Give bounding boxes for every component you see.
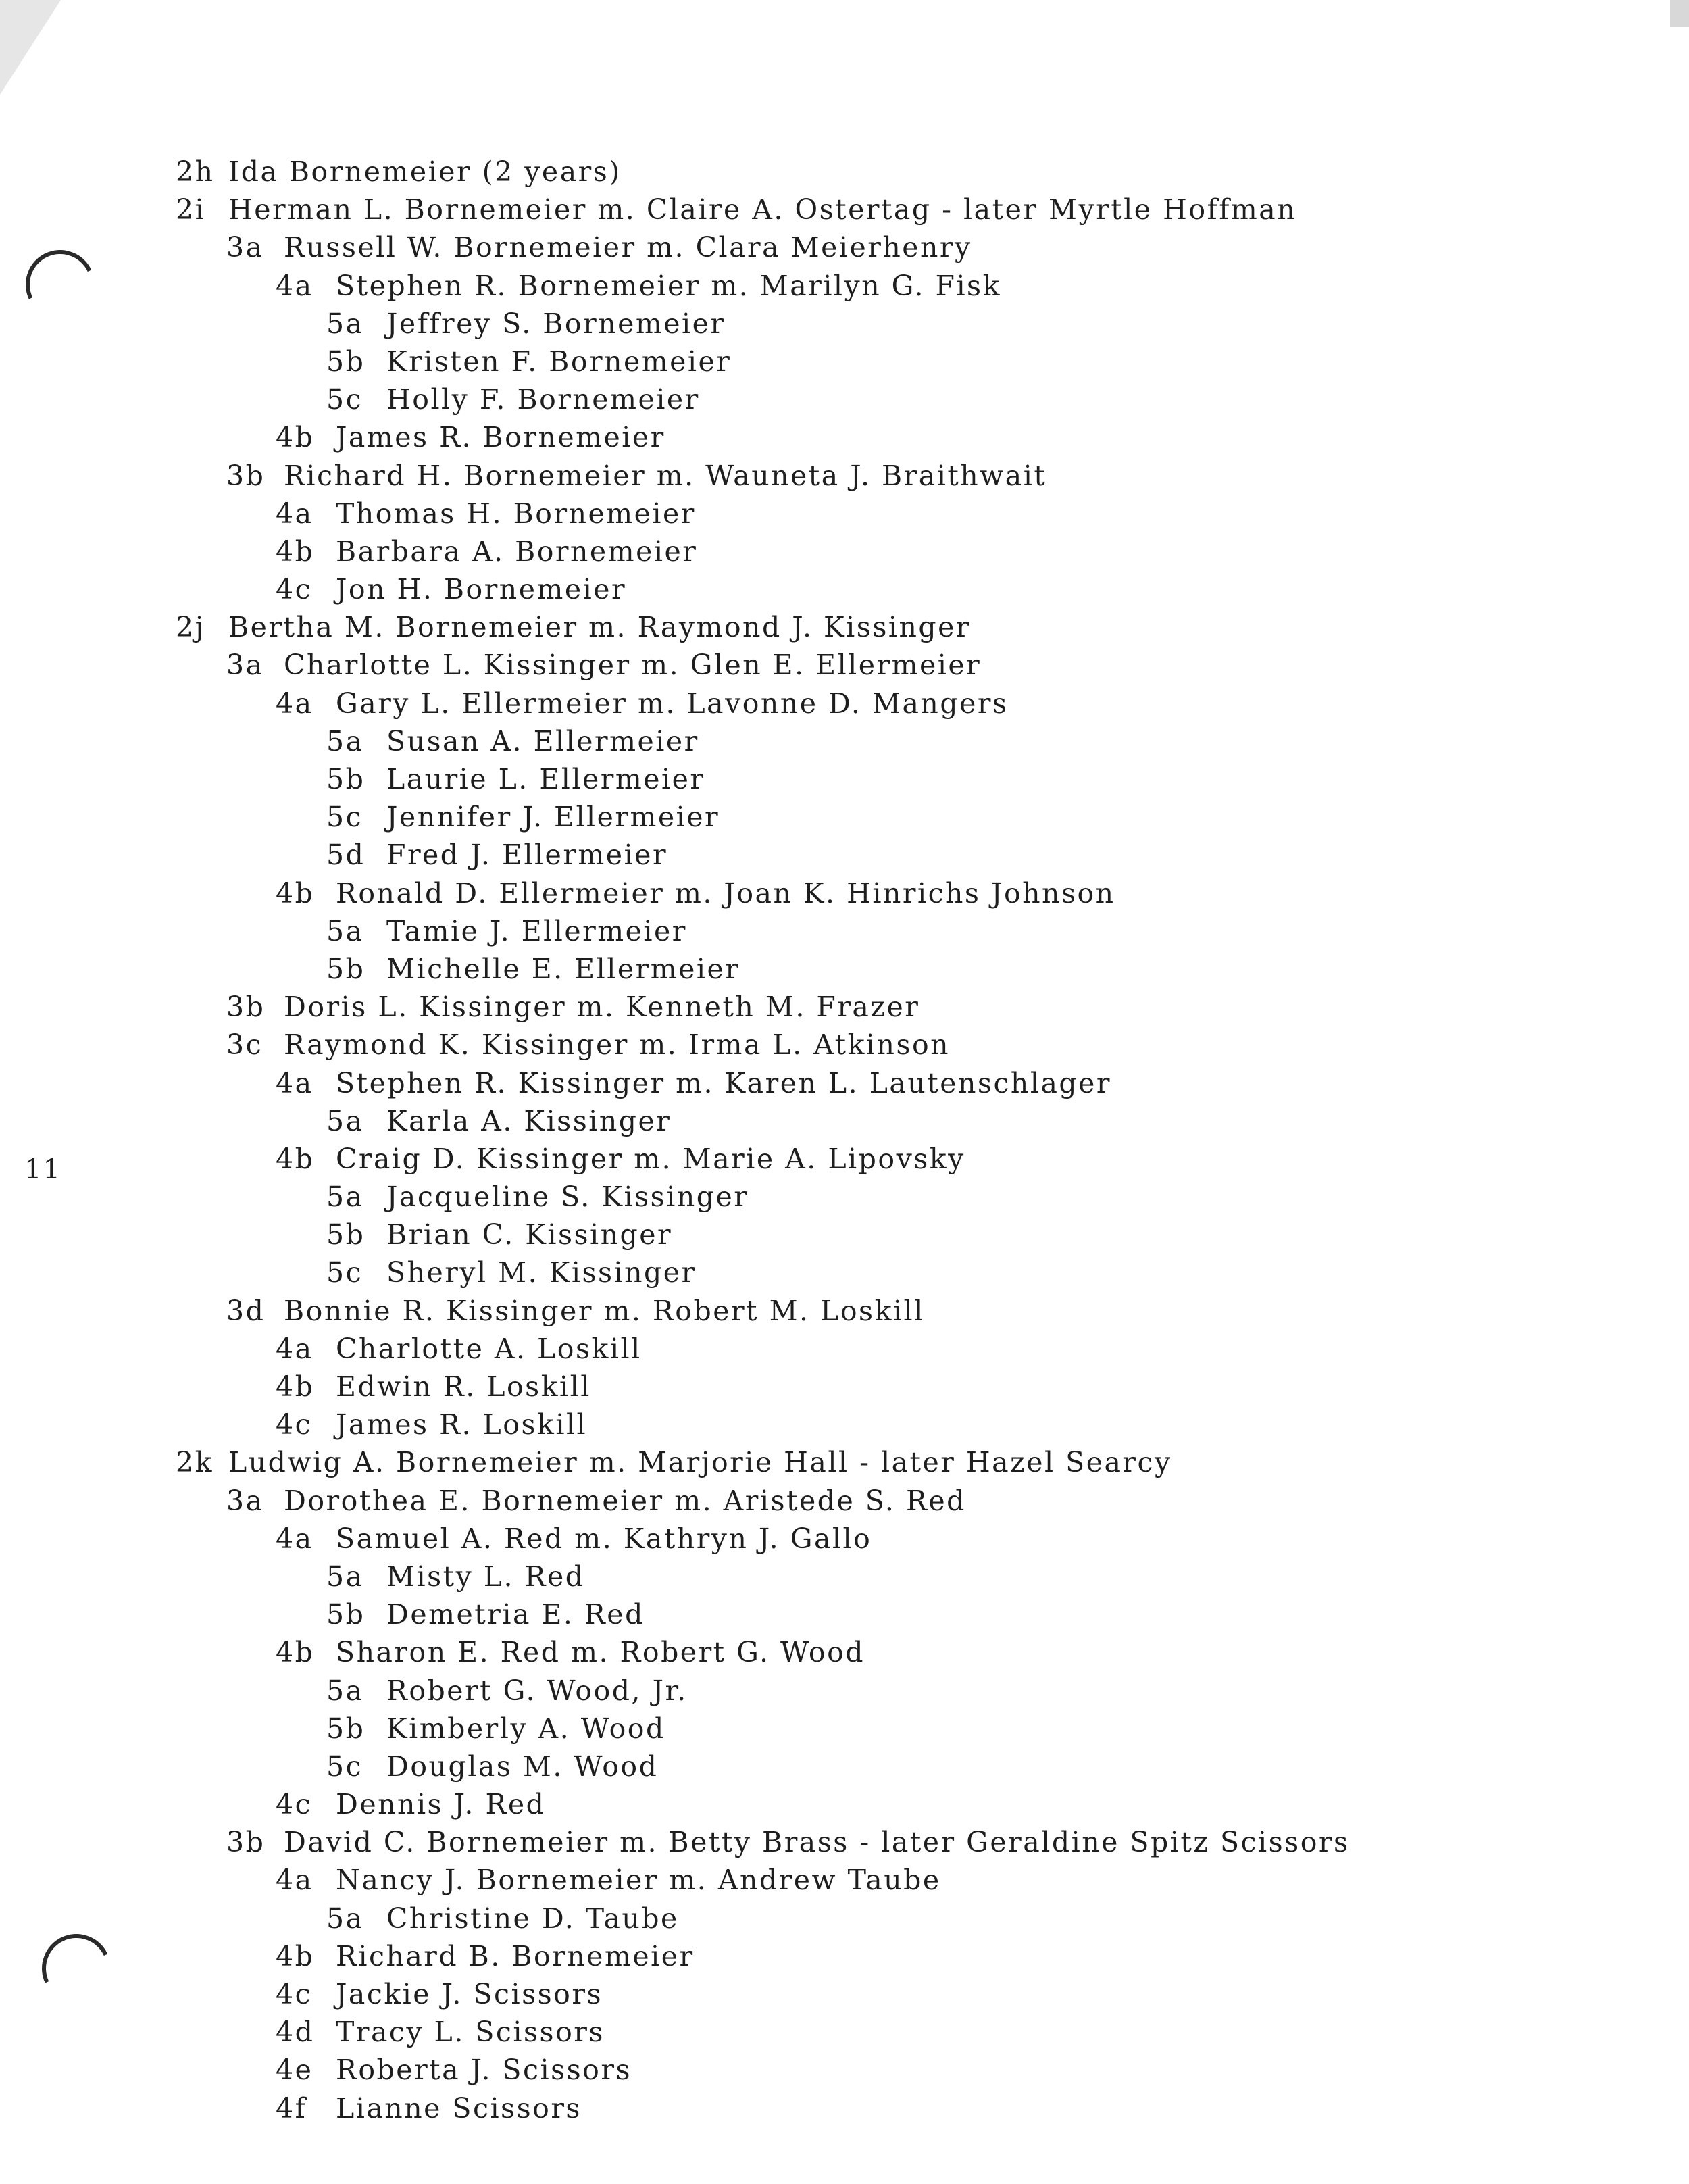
person-name: Jennifer J. Ellermeier <box>386 801 720 834</box>
person-name: Susan A. Ellermeier <box>386 724 699 758</box>
generation-code: 4e <box>276 2054 313 2087</box>
person-name: Fred J. Ellermeier <box>386 839 668 872</box>
generation-code: 4b <box>276 421 315 454</box>
genealogy-entry <box>0 421 1689 459</box>
person-name: Sharon E. Red m. Robert G. Wood <box>336 1636 865 1669</box>
genealogy-entry <box>0 1788 1689 1826</box>
generation-code: 5a <box>326 1181 364 1214</box>
genealogy-entry <box>0 270 1689 307</box>
genealogy-entry <box>0 1333 1689 1370</box>
genealogy-entry <box>0 1181 1689 1218</box>
genealogy-entry <box>0 953 1689 991</box>
genealogy-entry <box>0 231 1689 269</box>
generation-code: 3d <box>226 1294 266 1327</box>
generation-code: 5d <box>326 839 365 872</box>
person-name: Bonnie R. Kissinger m. Robert M. Loskill <box>284 1294 925 1327</box>
genealogy-entry <box>0 1560 1689 1598</box>
person-name: Herman L. Bornemeier m. Claire A. Ostertag - later Myrtle Hoffman <box>228 193 1297 226</box>
generation-code: 5b <box>326 1598 365 1631</box>
genealogy-entry <box>0 1598 1689 1636</box>
generation-code: 5a <box>326 1104 364 1137</box>
genealogy-entry <box>0 193 1689 231</box>
genealogy-entry <box>0 1826 1689 1864</box>
person-name: Russell W. Bornemeier m. Clara Meierhenry <box>284 231 972 264</box>
generation-code: 4a <box>276 497 313 530</box>
person-name: Douglas M. Wood <box>386 1749 659 1783</box>
generation-code: 4b <box>276 1142 315 1175</box>
genealogy-entry <box>0 345 1689 383</box>
person-name: Charlotte L. Kissinger m. Glen E. Ellermeier <box>284 649 982 682</box>
person-name: Doris L. Kissinger m. Kenneth M. Frazer <box>284 991 920 1024</box>
person-name: Karla A. Kissinger <box>386 1104 672 1137</box>
person-name: Ida Bornemeier (2 years) <box>228 155 622 188</box>
person-name: Bertha M. Bornemeier m. Raymond J. Kissinger <box>228 611 972 644</box>
genealogy-entry <box>0 1485 1689 1522</box>
genealogy-entry <box>0 1750 1689 1788</box>
person-name: Edwin R. Loskill <box>336 1370 591 1403</box>
person-name: Misty L. Red <box>386 1560 585 1593</box>
generation-code: 5b <box>326 952 365 985</box>
generation-code: 5c <box>326 801 363 834</box>
genealogy-entry <box>0 460 1689 497</box>
person-name: Kristen F. Bornemeier <box>386 345 732 378</box>
person-name: Robert G. Wood, Jr. <box>386 1674 688 1707</box>
genealogy-entry <box>0 1105 1689 1143</box>
person-name: Raymond K. Kissinger m. Irma L. Atkinson <box>284 1028 951 1062</box>
person-name: Thomas H. Bornemeier <box>336 497 696 530</box>
generation-code: 4a <box>276 1066 313 1099</box>
generation-code: 4c <box>276 1788 313 1821</box>
person-name: Craig D. Kissinger m. Marie A. Lipovsky <box>336 1142 965 1175</box>
generation-code: 3a <box>226 1484 264 1517</box>
person-name: Dennis J. Red <box>336 1788 546 1821</box>
person-name: Richard H. Bornemeier m. Wauneta J. Braithwait <box>284 459 1047 492</box>
genealogy-entry <box>0 1256 1689 1294</box>
generation-code: 3a <box>226 231 264 264</box>
person-name: David C. Bornemeier m. Betty Brass - later Geraldine Spitz Scissors <box>284 1826 1350 1859</box>
generation-code: 2k <box>176 1446 213 1479</box>
genealogy-entry <box>0 1295 1689 1333</box>
generation-code: 5a <box>326 724 364 758</box>
person-name: Tamie J. Ellermeier <box>386 914 687 947</box>
person-name: Barbara A. Bornemeier <box>336 535 698 568</box>
genealogy-entry <box>0 1143 1689 1181</box>
genealogy-entry <box>0 877 1689 915</box>
generation-code: 2j <box>176 611 205 644</box>
generation-code: 4c <box>276 1408 313 1441</box>
person-name: Samuel A. Red m. Kathryn J. Gallo <box>336 1522 872 1555</box>
person-name: Michelle E. Ellermeier <box>386 952 740 985</box>
genealogy-entry <box>0 725 1689 763</box>
genealogy-entry <box>0 1370 1689 1408</box>
generation-code: 3b <box>226 1826 266 1859</box>
generation-code: 3b <box>226 459 266 492</box>
scan-edge-shadow <box>1670 0 1689 27</box>
genealogy-entry <box>0 1712 1689 1750</box>
person-name: Ludwig A. Bornemeier m. Marjorie Hall - later Hazel Searcy <box>228 1446 1172 1479</box>
genealogy-entry <box>0 611 1689 649</box>
genealogy-entry <box>0 763 1689 801</box>
generation-code: 5b <box>326 1712 365 1745</box>
generation-code: 5a <box>326 1902 364 1935</box>
person-name: Ronald D. Ellermeier m. Joan K. Hinrichs Johnson <box>336 876 1115 910</box>
generation-code: 4b <box>276 1636 315 1669</box>
person-name: Christine D. Taube <box>386 1902 679 1935</box>
generation-code: 4c <box>276 1978 313 2010</box>
person-name: Stephen R. Bornemeier m. Marilyn G. Fisk <box>336 269 1001 302</box>
generation-code: 3c <box>226 1028 263 1062</box>
person-name: Jackie J. Scissors <box>336 1978 603 2010</box>
person-name: Roberta J. Scissors <box>336 2054 632 2087</box>
person-name: Kimberly A. Wood <box>386 1712 665 1745</box>
genealogy-entry <box>0 307 1689 345</box>
generation-code: 4a <box>276 1522 313 1555</box>
genealogy-entry <box>0 1864 1689 1902</box>
genealogy-entry <box>0 839 1689 876</box>
genealogy-entry <box>0 687 1689 725</box>
person-name: Dorothea E. Bornemeier m. Aristede S. Red <box>284 1484 966 1517</box>
generation-code: 5a <box>326 1674 364 1707</box>
generation-code: 4a <box>276 1864 313 1897</box>
person-name: Holly F. Bornemeier <box>386 383 700 416</box>
generation-code: 4b <box>276 535 315 568</box>
person-name: Stephen R. Kissinger m. Karen L. Lautenschlager <box>336 1066 1112 1099</box>
genealogy-list <box>0 155 1689 2130</box>
generation-code: 4a <box>276 687 313 720</box>
generation-code: 5c <box>326 1256 363 1289</box>
generation-code: 4b <box>276 1370 315 1403</box>
person-name: Demetria E. Red <box>386 1598 645 1631</box>
generation-code: 4f <box>276 2091 307 2125</box>
page-number: 11 <box>24 1154 61 1185</box>
person-name: Brian C. Kissinger <box>386 1218 673 1251</box>
generation-code: 2h <box>176 155 215 188</box>
generation-code: 5c <box>326 1749 363 1783</box>
person-name: Jeffrey S. Bornemeier <box>386 307 726 340</box>
person-name: James R. Bornemeier <box>336 421 665 454</box>
generation-code: 5a <box>326 307 364 340</box>
genealogy-entry <box>0 1674 1689 1712</box>
generation-code: 5a <box>326 914 364 947</box>
genealogy-entry <box>0 573 1689 611</box>
genealogy-entry <box>0 497 1689 535</box>
generation-code: 4d <box>276 2016 315 2049</box>
genealogy-entry <box>0 1940 1689 1978</box>
genealogy-entry <box>0 1522 1689 1560</box>
person-name: Jon H. Bornemeier <box>336 573 627 606</box>
person-name: Tracy L. Scissors <box>336 2016 605 2049</box>
generation-code: 3b <box>226 991 266 1024</box>
person-name: Lianne Scissors <box>336 2091 582 2125</box>
genealogy-entry <box>0 1408 1689 1446</box>
person-name: Nancy J. Bornemeier m. Andrew Taube <box>336 1864 941 1897</box>
genealogy-entry <box>0 155 1689 193</box>
generation-code: 4c <box>276 573 313 606</box>
genealogy-entry <box>0 1978 1689 2016</box>
person-name: Jacqueline S. Kissinger <box>386 1181 749 1214</box>
genealogy-entry <box>0 915 1689 953</box>
person-name: Richard B. Bornemeier <box>336 1939 695 1972</box>
genealogy-entry <box>0 2054 1689 2091</box>
generation-code: 4a <box>276 269 313 302</box>
genealogy-entry <box>0 1446 1689 1484</box>
genealogy-entry <box>0 649 1689 687</box>
generation-code: 4a <box>276 1332 313 1365</box>
genealogy-entry <box>0 535 1689 573</box>
genealogy-entry <box>0 2092 1689 2130</box>
genealogy-entry <box>0 991 1689 1028</box>
generation-code: 5a <box>326 1560 364 1593</box>
person-name: Gary L. Ellermeier m. Lavonne D. Mangers <box>336 687 1009 720</box>
genealogy-entry <box>0 383 1689 421</box>
generation-code: 4b <box>276 876 315 910</box>
person-name: James R. Loskill <box>336 1408 588 1441</box>
person-name: Charlotte A. Loskill <box>336 1332 642 1365</box>
generation-code: 4b <box>276 1939 315 1972</box>
scan-corner-shadow <box>0 0 61 95</box>
genealogy-entry <box>0 1636 1689 1674</box>
genealogy-entry <box>0 801 1689 839</box>
genealogy-entry <box>0 2016 1689 2054</box>
generation-code: 5c <box>326 383 363 416</box>
generation-code: 5b <box>326 345 365 378</box>
generation-code: 3a <box>226 649 264 682</box>
genealogy-entry <box>0 1902 1689 1940</box>
person-name: Sheryl M. Kissinger <box>386 1256 697 1289</box>
genealogy-entry <box>0 1067 1689 1105</box>
person-name: Laurie L. Ellermeier <box>386 763 705 795</box>
generation-code: 5b <box>326 763 365 795</box>
generation-code: 5b <box>326 1218 365 1251</box>
genealogy-entry <box>0 1028 1689 1066</box>
genealogy-entry <box>0 1218 1689 1256</box>
generation-code: 2i <box>176 193 206 226</box>
